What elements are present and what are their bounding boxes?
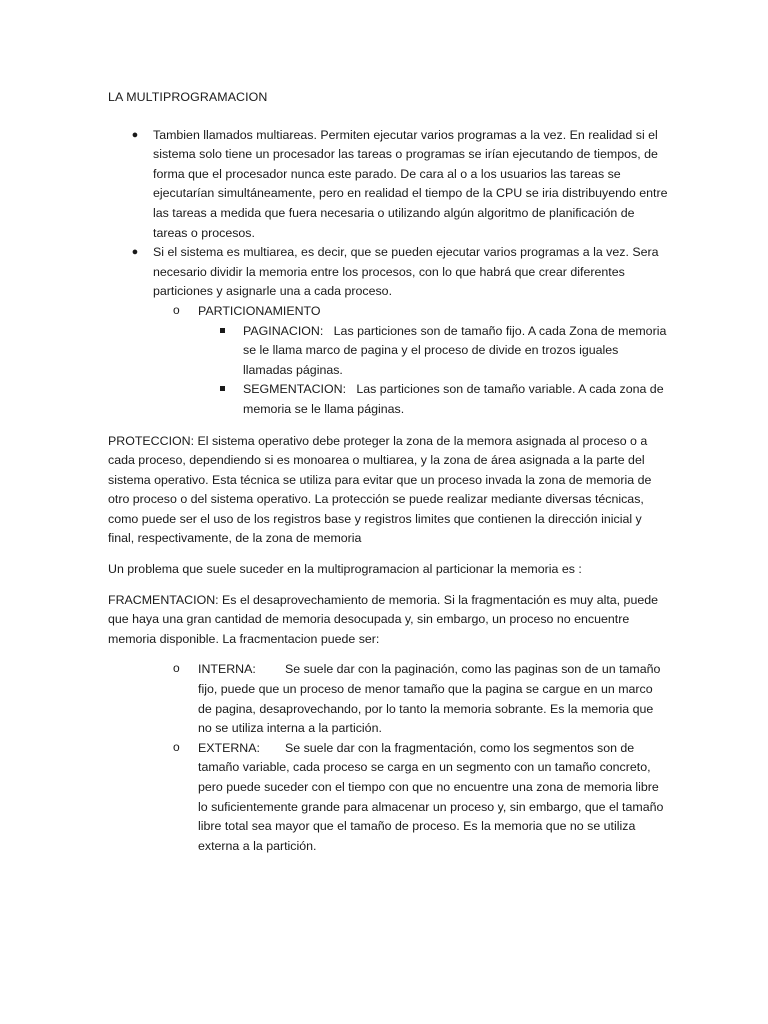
term-text: Se suele dar con la paginación, como las paginas son de un tamaño fijo, puede que un proceso de menor tamaño que la pagina se cargue en un marco de pagina, desaprovechando, por lo tanto la memoria sobrante. Es la memoria que no se utiliza interna a la partición. <box>198 662 661 736</box>
list-item <box>153 302 668 420</box>
bullet-circle-icon: o <box>173 302 180 317</box>
problema-paragraph: Un problema que suele suceder en la multiprogramacion al particionar la memoria es : <box>108 562 582 577</box>
list-item <box>153 660 668 738</box>
bullet-circle-icon: o <box>173 739 180 754</box>
term-text: Las particiones son de tamaño fijo. A cada Zona de memoria se le llama marco de pagina y el proceso de divide en trozos iguales llamadas páginas. <box>243 323 667 377</box>
fragmentacion-paragraph: FRACMENTACION: Es el desaprovechamiento de memoria. Si la fragmentación es muy alta, puede que haya una gran cantidad de memoria desocupada y, sin embargo, un proceso no encuentre memoria disponible. La fracmentacion puede ser: <box>108 592 659 646</box>
term-label: INTERNA: <box>198 662 256 677</box>
sub-list <box>153 302 668 420</box>
sub-sub-list <box>198 322 668 420</box>
list-item <box>198 322 668 381</box>
list-item <box>108 243 668 419</box>
bullet-disc-icon: ● <box>131 246 139 259</box>
term-text: Las particiones son de tamaño variable. A cada zona de memoria se le llama páginas. <box>243 382 664 416</box>
term-label: EXTERNA: <box>198 740 260 755</box>
fragmentation-types-list <box>108 660 668 856</box>
main-bullet-list <box>108 126 668 420</box>
bullet-disc-icon: ● <box>131 128 139 141</box>
proteccion-paragraph: PROTECCION: El sistema operativo debe proteger la zona de la memora asignada al proceso o a cada proceso, dependiendo si es monoarea o multiarea, y la zona de área asignada a la parte del sistema operativo. Esta técnica se utiliza para evitar que un proceso invada la zona de memoria de otro proceso o del sistema operativo. La protección se puede realizar mediante diversas técnicas, como puede ser el uso de los registros base y registros limites que contienen la dirección inicial y final, respectivamente, de la zona de memoria <box>108 433 652 546</box>
term-label: SEGMENTACION: <box>243 382 347 397</box>
list-item <box>198 380 668 419</box>
list-item <box>153 739 668 857</box>
document-page <box>108 88 668 856</box>
term-text: Se suele dar con la fragmentación, como los segmentos son de tamaño variable, cada proceso se carga en un segmento con un tamaño concreto, pero puede suceder con el tiempo con que no encuentre una zona de memoria libre lo suficientemente grande para almacenar un proceso y, sin embargo, que el tamaño libre total sea mayor que el tamaño de proceso. Es la memoria que no se utiliza externa a la partición. <box>198 740 664 853</box>
bullet-square-icon <box>220 386 225 391</box>
sub-item-label: PARTICIONAMIENTO <box>198 303 321 318</box>
term-label: PAGINACION: <box>243 323 324 338</box>
list-item <box>108 126 668 244</box>
document-title: LA MULTIPROGRAMACION <box>108 90 268 104</box>
bullet-circle-icon: o <box>173 661 180 676</box>
bullet-text: Si el sistema es multiarea, es decir, que se pueden ejecutar varios programas a la vez. Sera necesario dividir la memoria entre los procesos, con lo que habrá que crear diferentes particiones y asignarle una a cada proceso. <box>153 245 659 299</box>
bullet-square-icon <box>220 328 225 333</box>
bullet-text: Tambien llamados multiareas. Permiten ejecutar varios programas a la vez. En realidad si el sistema solo tiene un procesador las tareas o programas se irían ejecutando de tiempos, de forma que el procesador nunca este parado. De cara al o a los usuarios las tareas se ejecutarían simultáneamente, pero en realidad el tiempo de la CPU se iria distribuyendo entre las tareas a medida que fuera necesaria o utilizando algún algoritmo de planificación de tareas o procesos. <box>153 127 668 240</box>
